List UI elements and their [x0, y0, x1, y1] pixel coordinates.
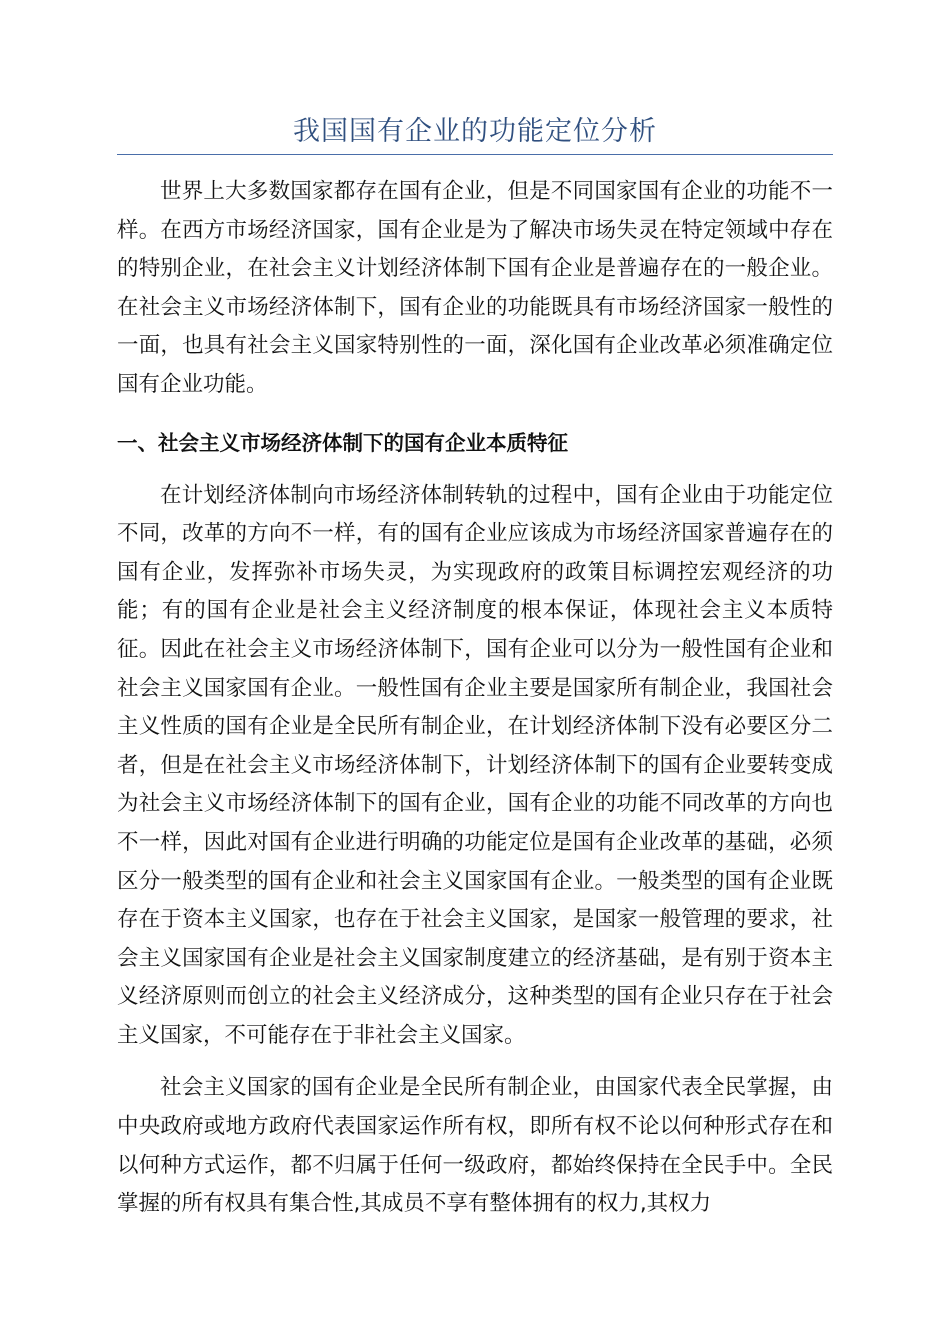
section-paragraph-1: 在计划经济体制向市场经济体制转轨的过程中，国有企业由于功能定位不同，改革的方向不一样，有的国有企业应该成为市场经济国家普遍存在的国有企业，发挥弥补市场失灵，为实现政府的政策目标调控宏观经济的功能；有的国有企业是社会主义经济制度的根本保证，体现社会主义本质特征。因此在社会主义市场经济体制下，国有企业可以分为一般性国有企业和社会主义国家国有企业。一般性国有企业主要是国家所有制企业，我国社会主义性质的国有企业是全民所有制企业，在计划经济体制下没有必要区分二者，但是在社会主义市场经济体制下，计划经济体制下的国有企业要转变成为社会主义市场经济体制下的国有企业，国有企业的功能不同改革的方向也不一样，因此对国有企业进行明确的功能定位是国有企业改革的基础，必须区分一般类型的国有企业和社会主义国家国有企业。一般类型的国有企业既存在于资本主义国家，也存在于社会主义国家，是国家一般管理的要求，社会主义国家国有企业是社会主义国家制度建立的经济基础，是有别于资本主义经济原则而创立的社会主义经济成分，这种类型的国有企业只存在于社会主义国家，不可能存在于非社会主义国家。	[117, 482, 833, 1048]
title-underline	[117, 154, 833, 155]
section-heading: 一、社会主义市场经济体制下的国有企业本质特征	[117, 430, 568, 455]
section-paragraph-2: 社会主义国家的国有企业是全民所有制企业，由国家代表全民掌握，由中央政府或地方政府代表国家运作所有权，即所有权不论以何种形式存在和以何种方式运作，都不归属于任何一级政府，都始终保持在全民手中。全民掌握的所有权具有集合性,其成员不享有整体拥有的权力,其权力	[117, 1075, 833, 1217]
intro-paragraph: 世界上大多数国家都存在国有企业，但是不同国家国有企业的功能不一样。在西方市场经济国家，国有企业是为了解决市场失灵在特定领域中存在的特别企业，在社会主义计划经济体制下国有企业是普遍存在的一般企业。在社会主义市场经济体制下，国有企业的功能既具有市场经济国家一般性的一面，也具有社会主义国家特别性的一面，深化国有企业改革必须准确定位国有企业功能。	[117, 179, 833, 397]
document-title: 我国国有企业的功能定位分析	[293, 116, 657, 147]
document-body	[117, 173, 833, 1224]
